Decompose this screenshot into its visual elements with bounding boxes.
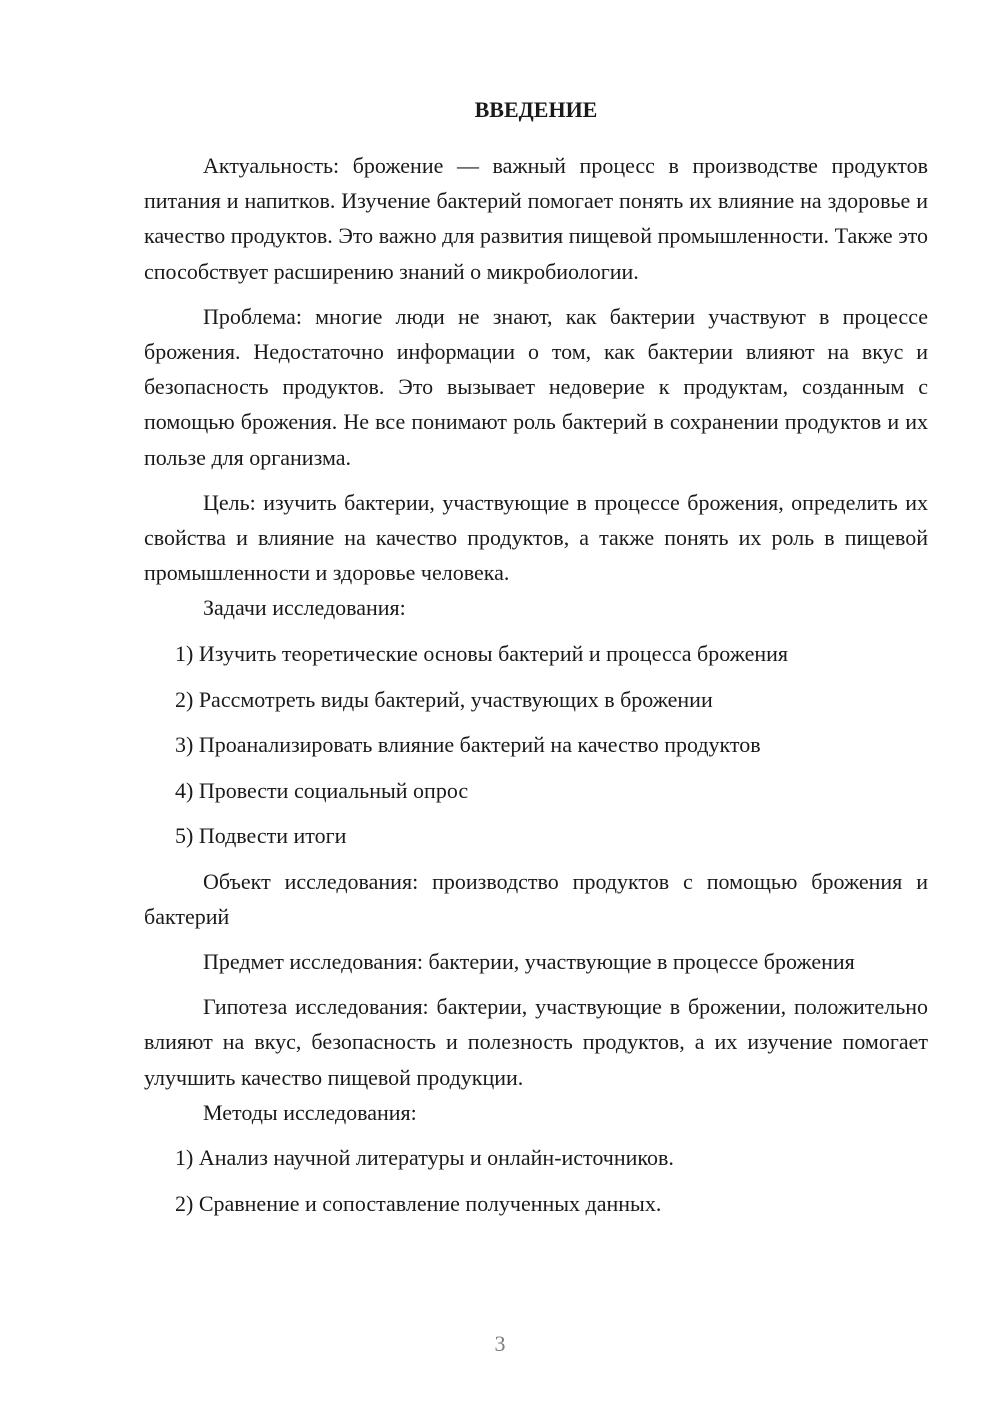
section-title: ВВЕДЕНИЕ	[474, 97, 598, 122]
relevance-paragraph: Актуальность: брожение — важный процесс в производстве продуктов питания и напитков. Изучение бактерий помогает понять их влияние на здоровье и качество продуктов. Это важно для развития пищевой промышленности. Также это способствует расширению знаний о микробиологии.	[144, 153, 928, 284]
task-item: 4) Провести социальный опрос	[175, 777, 469, 803]
page-number: 3	[494, 1331, 506, 1356]
task-item: 2) Рассмотреть виды бактерий, участвующих в брожении	[175, 686, 713, 712]
method-item: 2) Сравнение и сопоставление полученных данных.	[175, 1191, 662, 1217]
problem-paragraph: Проблема: многие люди не знают, как бактерии участвуют в процессе брожения. Недостаточно информации о том, как бактерии влияют на вкус и безопасность продуктов. Это вызывает недоверие к продуктам, созданным с помощью брожения. Не все понимают роль бактерий в сохранении продуктов и их пользе для организма.	[144, 303, 928, 470]
goal-paragraph: Цель: изучить бактерии, участвующие в процессе брожения, определить их свойства и влияние на качество продуктов, а также понять их роль в пищевой промышленности и здоровье человека.	[144, 489, 928, 586]
tasks-list	[144, 636, 928, 854]
hypothesis-paragraph: Гипотеза исследования: бактерии, участвующие в брожении, положительно влияют на вкус, безопасность и полезность продуктов, а их изучение помогает улучшить качество пищевой продукции.	[144, 994, 928, 1090]
task-item: 1) Изучить теоретические основы бактерий и процесса брожения	[175, 641, 789, 667]
methods-heading: Методы исследования:	[203, 1099, 417, 1125]
task-item: 3) Проанализировать влияние бактерий на качество продуктов	[175, 732, 761, 758]
document-page	[144, 96, 928, 1221]
methods-list	[144, 1140, 928, 1221]
method-item: 1) Анализ научной литературы и онлайн-источников.	[175, 1145, 674, 1171]
tasks-heading: Задачи исследования:	[203, 595, 406, 621]
task-item: 5) Подвести итоги	[175, 823, 347, 849]
object-paragraph: Объект исследования: производство продуктов с помощью брожения и бактерий	[144, 868, 928, 929]
subject-paragraph: Предмет исследования: бактерии, участвующие в процессе брожения	[203, 949, 855, 975]
